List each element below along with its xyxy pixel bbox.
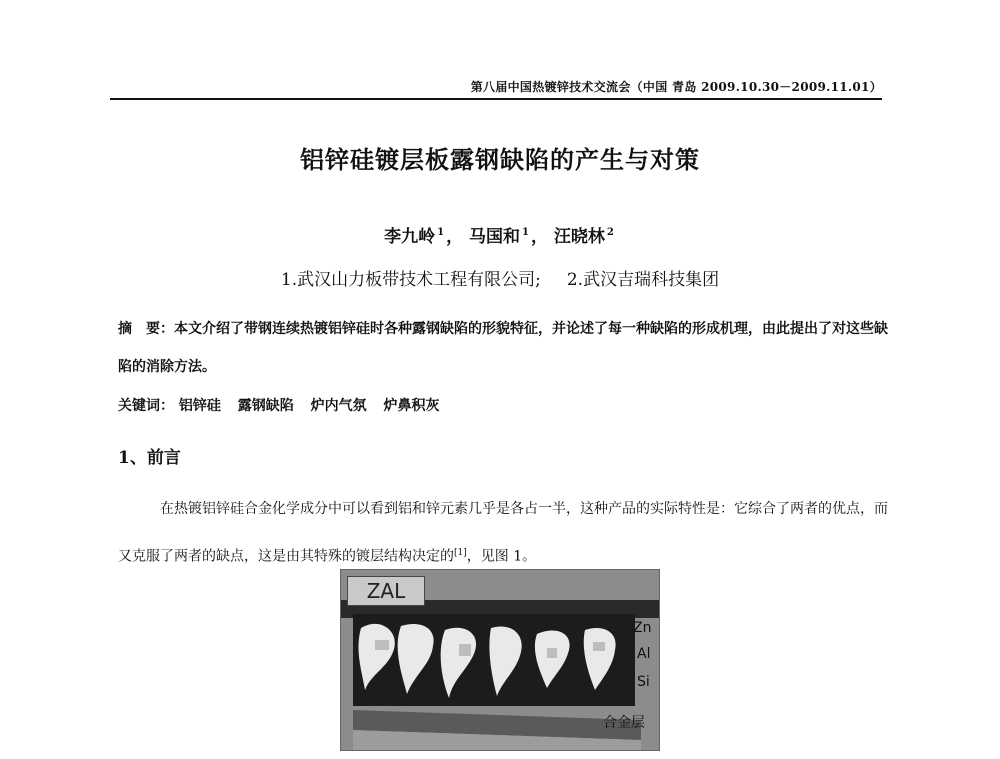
keyword-item: 铝锌硅 xyxy=(178,398,221,414)
author-name: 汪晓林 xyxy=(553,227,605,247)
body-paragraph xyxy=(118,487,888,579)
paper-title: 铝锌硅镀层板露钢缺陷的产生与对策 xyxy=(300,145,700,174)
header-rule xyxy=(110,98,882,100)
figure-1-micrograph xyxy=(340,569,660,751)
author-affil-mark: 2 xyxy=(606,227,614,239)
author-name: 马国和 xyxy=(469,227,521,247)
author-name: 李九岭 xyxy=(384,227,436,247)
keyword-item: 露钢缺陷 xyxy=(237,398,294,414)
figure-label-al: Al xyxy=(637,646,651,662)
keywords xyxy=(118,395,440,415)
affiliations xyxy=(0,265,1000,290)
author-separator: ， xyxy=(530,227,548,247)
author-affil-mark: 1 xyxy=(522,227,529,239)
figure-label-si: Si xyxy=(637,674,650,690)
author-affil-mark: 1 xyxy=(437,227,445,239)
author-separator: ， xyxy=(446,227,464,247)
citation-ref: [1] xyxy=(454,548,467,558)
abstract-text: 本文介绍了带钢连续热镀铝锌硅时各种露钢缺陷的形貌特征，并论述了每一种缺陷的形成机理，由此提出了对这些缺陷的消除方法。 xyxy=(118,321,888,375)
abstract xyxy=(118,310,888,386)
keyword-item: 炉鼻积灰 xyxy=(383,398,440,414)
affiliation-1: 1.武汉山力板带技术工程有限公司; xyxy=(280,270,541,290)
keywords-label: 关键词： xyxy=(118,398,174,414)
paragraph-text: 在热镀铝锌硅合金化学成分中可以看到铝和锌元素几乎是各占一半，这种产品的实际特性是：它综合了两者的优点，而又克服了两者的缺点，这是由其特殊的镀层结构决定的 xyxy=(118,501,888,565)
figure-label-zn: Zn xyxy=(633,620,652,636)
paragraph-text-end: ，见图 1。 xyxy=(466,548,537,565)
figure-label-alloy-layer: 合金层 xyxy=(603,715,645,731)
keyword-item: 炉内气氛 xyxy=(310,398,367,414)
affiliation-2: 2.武汉吉瑞科技集团 xyxy=(566,270,720,290)
figure-tag: ZAL xyxy=(347,576,425,606)
section-heading: 1、前言 xyxy=(118,448,181,468)
author-list xyxy=(0,222,1000,247)
abstract-label: 摘 要： xyxy=(118,321,174,337)
running-header: 第八届中国热镀锌技术交流会（中国 青岛 2009.10.30－2009.11.01） xyxy=(470,80,882,94)
